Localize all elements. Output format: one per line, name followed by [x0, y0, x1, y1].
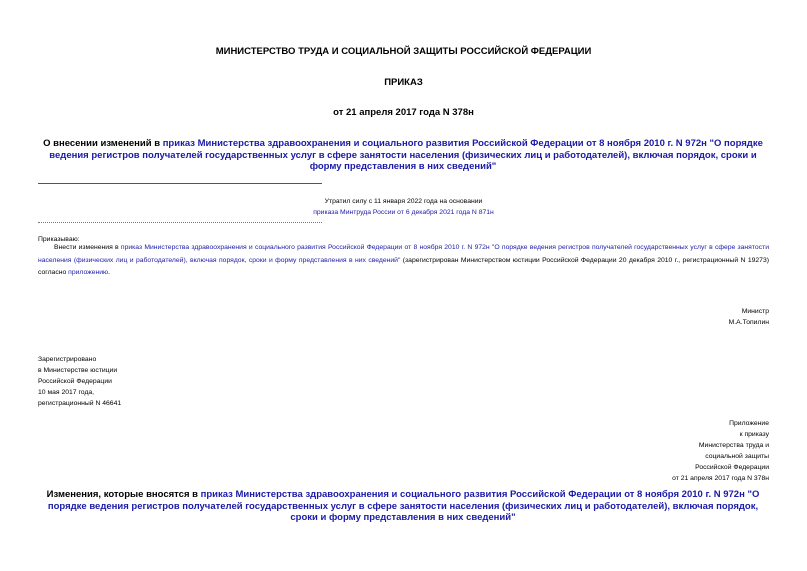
repeal-notice: [0, 196, 807, 218]
p1-start: Внести изменения в: [54, 244, 121, 251]
title-prefix: О внесении изменений в: [43, 138, 163, 149]
signature-block: [560, 306, 769, 328]
changes-title: [38, 489, 768, 524]
registration-line: регистрационный N 46641: [38, 400, 122, 407]
appendix-link[interactable]: приложению: [68, 269, 109, 276]
changes-title-link[interactable]: приказ Министерства здравоохранения и социального развития Российской Федерации от 8 ноября 2010 г. N 972н "О порядке ведения регистров получателей государственных услуг в сфере занятости населения (физических лиц и работодателей), включая порядок, сроки и форму представления в них сведений": [47, 489, 760, 523]
signature-name: М.А.Топилин: [728, 319, 769, 326]
doc-type-heading: ПРИКАЗ: [384, 77, 423, 88]
appendix-line: социальной защиты: [705, 453, 769, 460]
order-word: Приказываю:: [38, 236, 80, 243]
divider-top: [38, 183, 322, 184]
appendix-line: от 21 апреля 2017 года N 378н: [672, 475, 769, 482]
signature-position: Министр: [741, 308, 769, 315]
changes-title-prefix: Изменения, которые вносятся в: [46, 489, 201, 500]
registration-line: Российской Федерации: [38, 378, 112, 385]
appendix-block: [560, 418, 769, 484]
title-link[interactable]: приказ Министерства здравоохранения и социального развития Российской Федерации от 8 ноября 2010 г. N 972н "О порядке ведения регистров получателей государственных услуг в сфере занятости населения (физических лиц и работодателей), включая порядок, сроки и форму представления в них сведений": [49, 138, 763, 172]
p1-mid: (зарегистрирован Министерством юстиции Российской Федерации 20 декабря 2010 г., регистрационный N 19273) согласно: [38, 256, 769, 276]
appendix-line: Приложение: [729, 420, 769, 427]
repeal-notice-link[interactable]: приказа Минтруда России от 6 декабря 2021 года N 871н: [313, 209, 494, 216]
repeal-notice-line: Утратил силу с 11 января 2022 года на основании: [324, 198, 483, 205]
doc-date-number: от 21 апреля 2017 года N 378н: [333, 107, 474, 118]
registration-block: [38, 354, 121, 409]
ministry-heading: МИНИСТЕРСТВО ТРУДА И СОЦИАЛЬНОЙ ЗАЩИТЫ РОССИЙСКОЙ ФЕДЕРАЦИИ: [215, 46, 592, 57]
p1-link[interactable]: приказ Министерства здравоохранения и социального развития Российской Федерации от 8 ноября 2010 г. N 972н "О порядке ведения регистров получателей государственных услуг в сфере занятости населения (физических лиц и работодателей), включая порядок, сроки и форму представления в них сведений": [38, 244, 769, 264]
order-paragraph: [38, 242, 769, 280]
registration-line: в Министерстве юстиции: [38, 367, 118, 374]
appendix-line: Министерства труда и: [698, 442, 769, 449]
registration-line: 10 мая 2017 года,: [38, 389, 95, 396]
appendix-line: к приказу: [739, 431, 769, 438]
appendix-line: Российской Федерации: [695, 464, 769, 471]
p1-end: .: [108, 269, 111, 276]
document-title: [38, 138, 768, 173]
divider-dotted: [38, 222, 322, 223]
registration-line: Зарегистрировано: [38, 356, 97, 363]
